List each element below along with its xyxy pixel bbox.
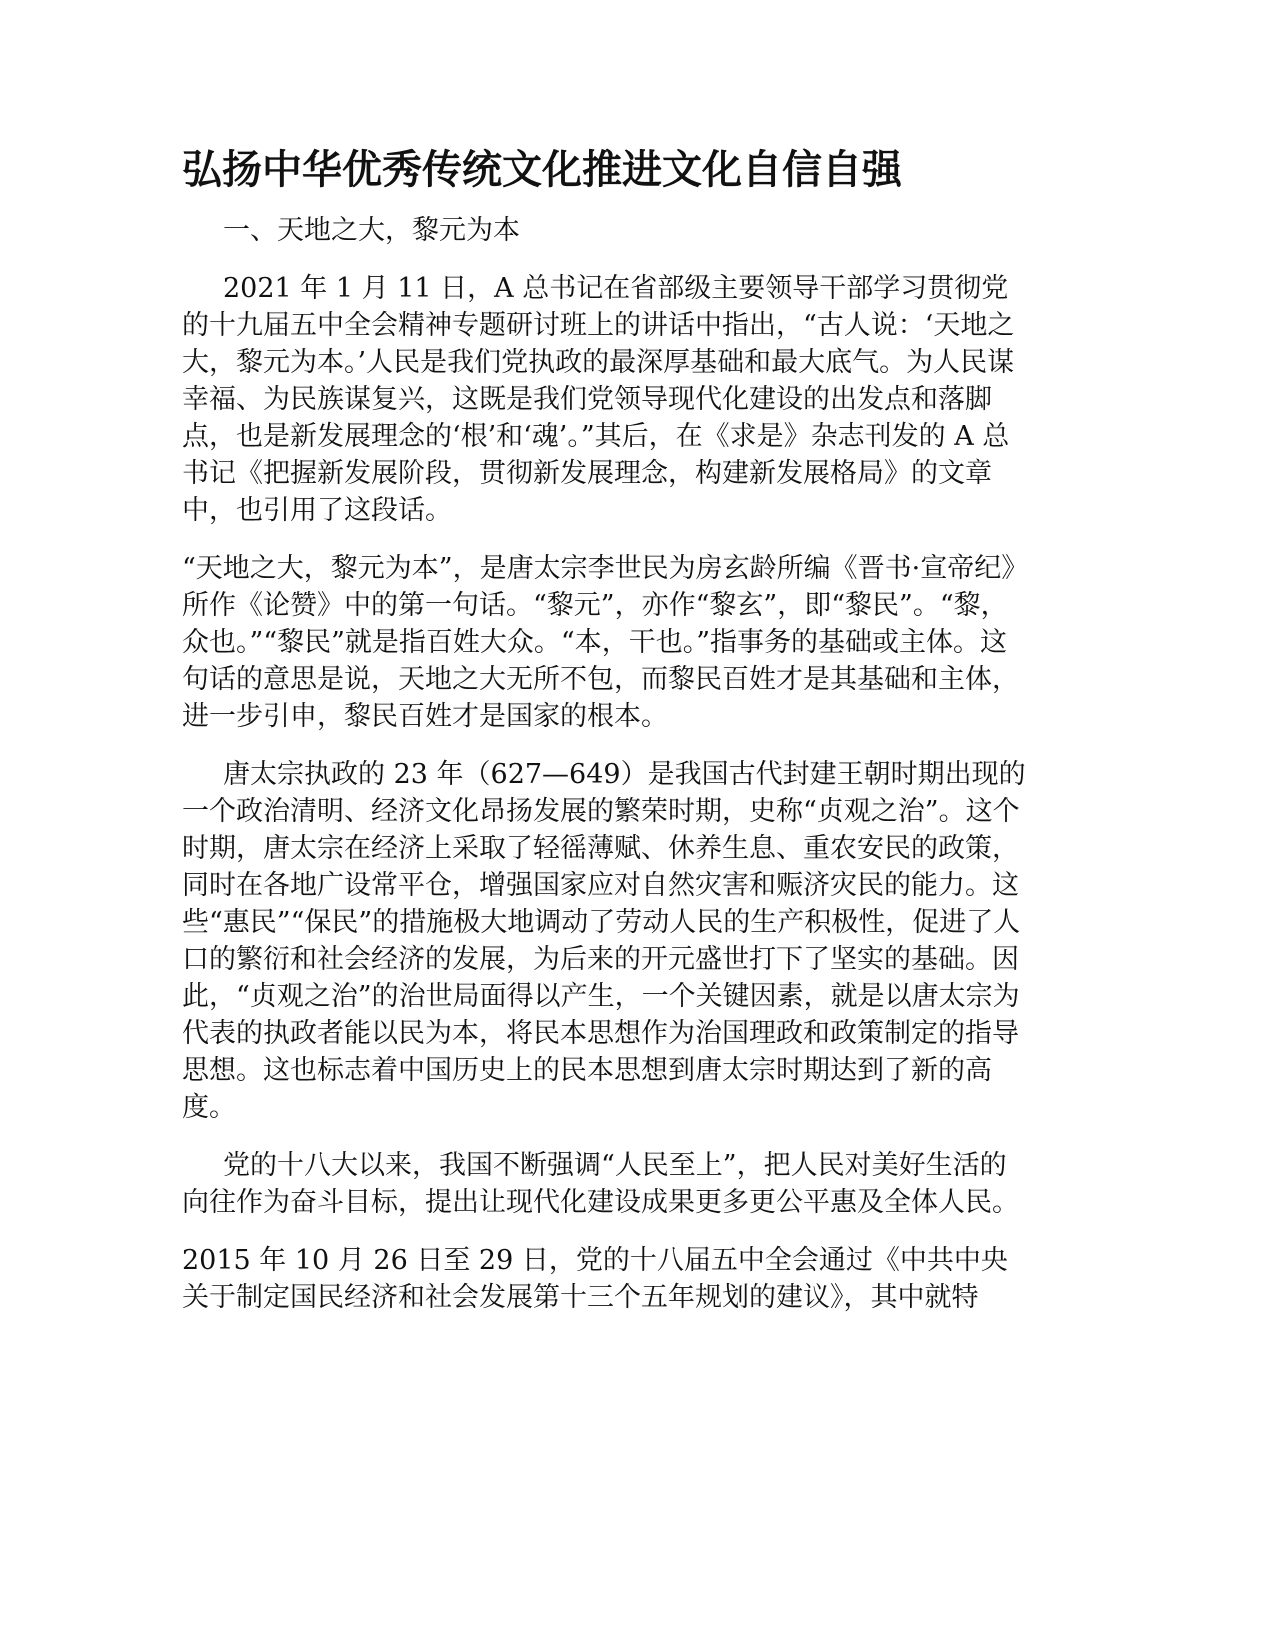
paragraph-1: 2021 年 1 月 11 日，A 总书记在省部级主要领导干部学习贯彻党的十九届五中全会精神专题研讨班上的讲话中指出，“古人说：‘天地之大，黎元为本。’人民是我们党执政的最深厚基础和最大底气。为人民谋幸福、为民族谋复兴，这既是我们党领导现代化建设的出发点和落脚点，也是新发展理念的‘根’和‘魂’。”其后，在《求是》杂志刊发的 A 总书记《把握新发展阶段，贯彻新发展理念，构建新发展格局》的文章中，也引用了这段话。 bbox=[182, 273, 1015, 526]
paragraph-2: “天地之大，黎元为本”，是唐太宗李世民为房玄龄所编《晋书·宣帝纪》所作《论赞》中的第一句话。“黎元”，亦作“黎玄”，即“黎民”。“黎，众也。”“黎民”就是指百姓大众。“本，干也。”指事务的基础或主体。这句话的意思是说，天地之大无所不包，而黎民百姓才是其基础和主体，进一步引申，黎民百姓才是国家的根本。 bbox=[182, 553, 1019, 732]
paragraph-3: 唐太宗执政的 23 年（627—649）是我国古代封建王朝时期出现的一个政治清明、经济文化昂扬发展的繁荣时期，史称“贞观之治”。这个时期，唐太宗在经济上采取了轻徭薄赋、休养生息、重农安民的政策，同时在各地广设常平仓，增强国家应对自然灾害和赈济灾民的能力。这些“惠民”“保民”的措施极大地调动了劳动人民的生产积极性，促进了人口的繁衍和社会经济的发展，为后来的开元盛世打下了坚实的基础。因此，“贞观之治”的治世局面得以产生，一个关键因素，就是以唐太宗为代表的执政者能以民为本，将民本思想作为治国理政和政策制定的指导思想。这也标志着中国历史上的民本思想到唐太宗时期达到了新的高度。 bbox=[182, 759, 1026, 1123]
paragraph-5: 2015 年 10 月 26 日至 29 日，党的十八届五中全会通过《中共中央关于制定国民经济和社会发展第十三个五年规划的建议》，其中就特 bbox=[182, 1245, 1008, 1313]
paragraph-4: 党的十八大以来，我国不断强调“人民至上”，把人民对美好生活的向往作为奋斗目标，提出让现代化建设成果更多更公平惠及全体人民。 bbox=[182, 1150, 1019, 1218]
section-heading: 一、天地之大，黎元为本 bbox=[223, 215, 520, 246]
document-page bbox=[182, 140, 1027, 1337]
document-title: 弘扬中华优秀传统文化推进文化自信自强 bbox=[182, 147, 902, 193]
